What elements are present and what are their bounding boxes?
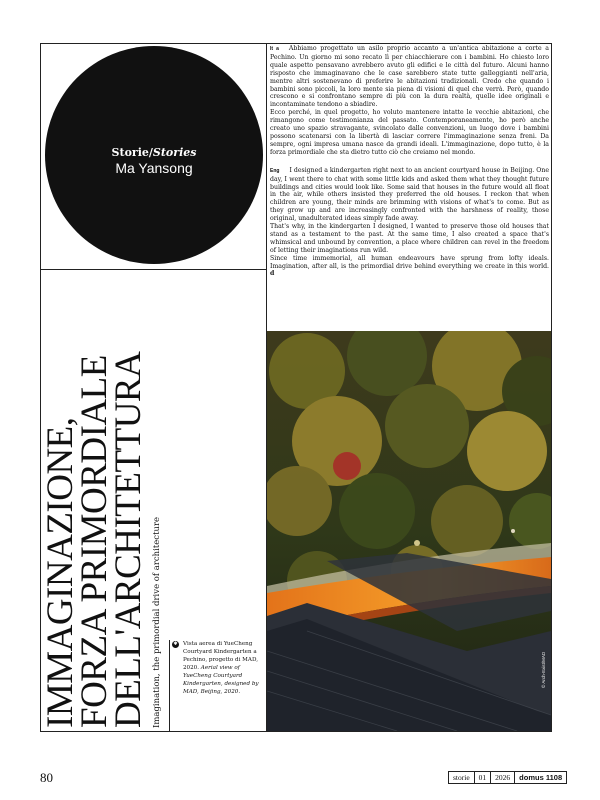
caption-english: Aerial view of YueCheng Courtyard Kindergarten, designed by MAD, Beijing, 2020.: [183, 665, 259, 695]
page-number: 80: [40, 770, 53, 785]
english-paragraph-2: That's why, in the kindergarten I designed, I wanted to preserve those old houses that stand as a testament to the past. At the same time, I also created a space that's whimsical and unbound by convention, a place where children can revel in the freedom of letting their imaginations run wild.: [270, 223, 549, 254]
kindergarten-aerial-photo: [267, 331, 551, 731]
english-paragraph-1: Eng I designed a kindergarten right next to an ancient courtyard house in Beijing. One day, I went there to chat with some little kids and asked them what they thought future buildings and cities would look like. Some said that houses in the future would all float in the air, while others insisted they preferred the old houses. I reckon that when children are young, their minds are brimming with visions of what's to come. But as they grow up and are increasingly confronted with the harshness of reality, those original, unadulterated ideas simply fade away.: [270, 166, 549, 223]
vertical-title-block: [40, 351, 162, 728]
title-line-3: DELL'ARCHITETTURA: [108, 351, 149, 728]
author-name: Ma Yansong: [115, 160, 193, 176]
body-text: [270, 45, 549, 278]
caption-italian: Vista aerea di YueCheng Courtyard Kindergarten a Pechino, progetto di MAD, 2020.: [183, 641, 259, 671]
italian-tag: It a: [270, 46, 279, 52]
header-divider: [40, 269, 266, 270]
title-line-1: IMMAGINAZIONE,: [40, 417, 81, 728]
header-circle: [45, 46, 263, 264]
end-mark: d: [270, 270, 275, 278]
folio: [448, 771, 567, 784]
folio-issue: 01: [475, 772, 492, 783]
subtitle: Imagination, the primordial drive of architecture: [152, 516, 162, 728]
photo-credit: © Arch-Exist/MAD: [541, 651, 546, 688]
italian-paragraph-1: It a Abbiamo progettato un asilo proprio accanto a un'antica abitazione a corte a Pechino. Un giorno mi sono recato lì per chiacchierare con i bambini. Ho chiesto loro quale aspetto pensavano avrebbero avuto gli edifici e le città del futuro. Alcuni hanno risposto che immaginavano che le case sarebbero state tutte galleggianti nell'aria, mentre altri sostenevano di preferire le abitazioni tradizionali. Credo che quando i bambini sono piccoli, la loro mente sia piena di visioni di quel che verrà. Però, quando crescono e si confrontano sempre di più con la dura realtà, quelle idee originali e incontaminate tendono a sbiadire.: [270, 45, 549, 109]
folio-year: 2026: [491, 772, 515, 783]
caption-icon: ✱: [173, 641, 178, 647]
italian-paragraph-2: Ecco perché, in quel progetto, ho voluto mantenere intatte le vecchie abitazioni, che rimangono come testimonianza del passato. Contemporaneamente, ho però anche creato uno spazio stravagante, svincolato dalle convenzioni, un luogo dove i bambini possono scatenarsi con la libertà di lasciar correre l'immaginazione senza freni. Da sempre, ogni impresa umana nasce da grandi ideali. L'immaginazione, dopo tutto, è la forza primordiale che sta dietro tutto ciò che creiamo nel mondo.: [270, 109, 549, 156]
caption-divider: [169, 640, 170, 732]
photo-caption: [172, 640, 264, 696]
folio-magazine: domus 1108: [519, 773, 563, 782]
folio-section: storie: [449, 772, 475, 783]
section-label: Storie/Stories: [111, 146, 197, 159]
title-line-2: FORZA PRIMORDIALE: [74, 355, 115, 728]
english-paragraph-3: Since time immemorial, all human endeavours have sprung from lofty ideals. Imagination, after all, is the primordial drive behind everything we create in this world. d: [270, 254, 549, 278]
english-tag: Eng: [270, 167, 280, 174]
